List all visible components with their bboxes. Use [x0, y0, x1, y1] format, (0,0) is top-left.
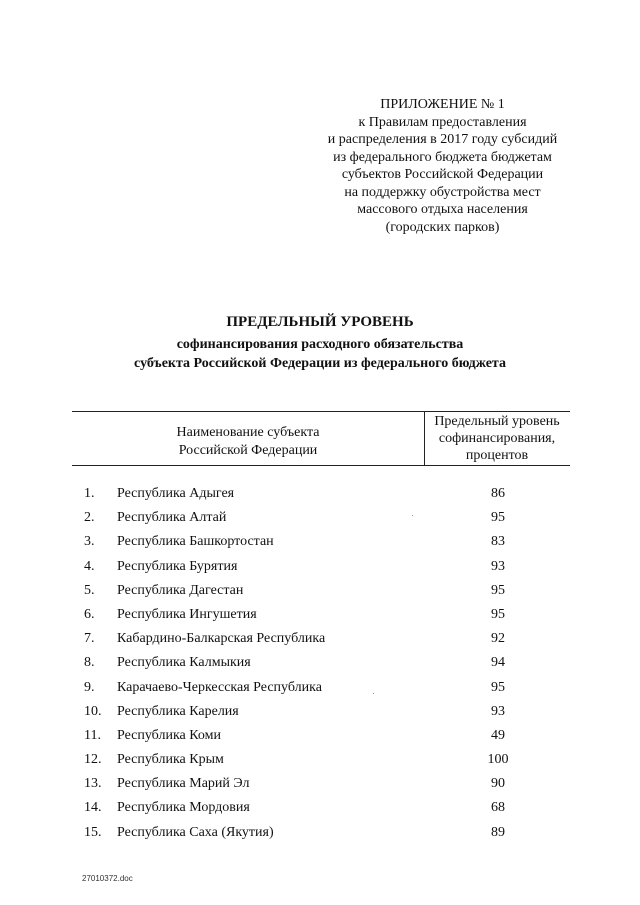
appendix-line: из федерального бюджета бюджетам	[333, 149, 552, 165]
header-name-line: Российской Федерации	[178, 443, 318, 458]
row-number: 4.	[84, 558, 95, 574]
document-filename: 27010372.doc	[82, 874, 133, 883]
table-row	[0, 603, 640, 627]
row-level-value: 90	[491, 776, 505, 792]
table-row	[0, 530, 640, 554]
row-level-value: 100	[487, 752, 509, 768]
table-top-rule	[72, 411, 570, 412]
table-row	[0, 700, 640, 724]
row-number: 6.	[84, 606, 95, 622]
header-level-line: Предельный уровень	[434, 414, 560, 429]
document-title: ПРЕДЕЛЬНЫЙ УРОВЕНЬ	[226, 314, 414, 330]
row-region-name: Республика Марий Эл	[117, 776, 250, 792]
row-level-value: 89	[491, 824, 505, 840]
row-number: 9.	[84, 679, 95, 695]
table-header-level	[424, 413, 570, 464]
row-region-name: Республика Адыгея	[117, 486, 235, 501]
row-region-name: Республика Крым	[117, 752, 224, 768]
row-region-name: Республика Башкортостан	[117, 534, 274, 550]
appendix-line: и распределения в 2017 году субсидий	[327, 132, 558, 147]
table-row	[0, 821, 640, 845]
row-number: 2.	[84, 510, 95, 526]
row-level-value: 92	[491, 631, 505, 647]
appendix-block	[300, 96, 585, 236]
table-row	[0, 506, 640, 530]
row-region-name: Республика Саха (Якутия)	[117, 824, 274, 840]
row-number: 8.	[84, 655, 95, 671]
table-row	[0, 579, 640, 603]
appendix-line: субъектов Российской Федерации	[341, 167, 544, 182]
row-region-name: Республика Дагестан	[117, 582, 244, 598]
row-region-name: Республика Алтай	[117, 510, 227, 526]
appendix-line: к Правилам предоставления	[358, 114, 527, 130]
row-number: 12.	[84, 752, 102, 768]
row-level-value: 95	[491, 679, 505, 695]
table-header-name	[72, 424, 424, 460]
scan-speck	[412, 515, 413, 516]
table-row	[0, 555, 640, 579]
row-region-name: Республика Коми	[117, 727, 221, 743]
row-level-value: 93	[491, 703, 505, 719]
row-region-name: Республика Мордовия	[117, 800, 250, 816]
subtitle-line: субъекта Российской Федерации из федерального бюджета	[134, 356, 506, 371]
row-number: 15.	[84, 824, 102, 840]
row-level-value: 95	[491, 510, 505, 526]
table-row	[0, 627, 640, 651]
row-region-name: Республика Бурятия	[117, 558, 238, 574]
row-level-value: 95	[491, 582, 505, 598]
row-level-value: 83	[491, 534, 505, 550]
appendix-heading: ПРИЛОЖЕНИЕ № 1	[380, 97, 505, 112]
row-number: 14.	[84, 800, 102, 816]
row-region-name: Республика Карелия	[117, 703, 239, 719]
appendix-line: (городских парков)	[385, 219, 500, 235]
row-region-name: Кабардино-Балкарская Республика	[117, 631, 326, 647]
header-name-line: Наименование субъекта	[176, 425, 320, 440]
table-row	[0, 482, 640, 506]
row-level-value: 94	[491, 655, 505, 671]
table-row	[0, 724, 640, 748]
table-row	[0, 772, 640, 796]
row-level-value: 95	[491, 606, 505, 622]
row-number: 3.	[84, 534, 95, 550]
appendix-line: на поддержку обустройства мест	[344, 184, 541, 200]
header-level-line: софинансирования,	[438, 431, 556, 446]
row-region-name: Республика Калмыкия	[117, 655, 251, 671]
row-level-value: 86	[491, 486, 505, 501]
row-region-name: Карачаево-Черкесская Республика	[117, 679, 322, 695]
row-number: 5.	[84, 582, 95, 598]
table-row	[0, 796, 640, 820]
row-number: 10.	[84, 703, 102, 719]
row-number: 11.	[84, 727, 101, 743]
row-level-value: 93	[491, 558, 505, 574]
row-number: 1.	[84, 486, 95, 501]
row-level-value: 49	[491, 727, 505, 743]
table-header-rule	[72, 465, 570, 466]
appendix-line: массового отдыха населения	[357, 202, 528, 217]
row-region-name: Республика Ингушетия	[117, 606, 257, 622]
subtitle-line: софинансирования расходного обязательства	[176, 337, 464, 352]
row-number: 13.	[84, 776, 102, 792]
header-level-line: процентов	[465, 448, 529, 463]
document-subtitle	[0, 335, 640, 373]
table-row	[0, 676, 640, 700]
row-number: 7.	[84, 631, 95, 647]
row-level-value: 68	[491, 800, 505, 816]
table-row	[0, 651, 640, 675]
table-body	[0, 482, 640, 845]
scan-speck	[373, 693, 374, 694]
table-row	[0, 748, 640, 772]
